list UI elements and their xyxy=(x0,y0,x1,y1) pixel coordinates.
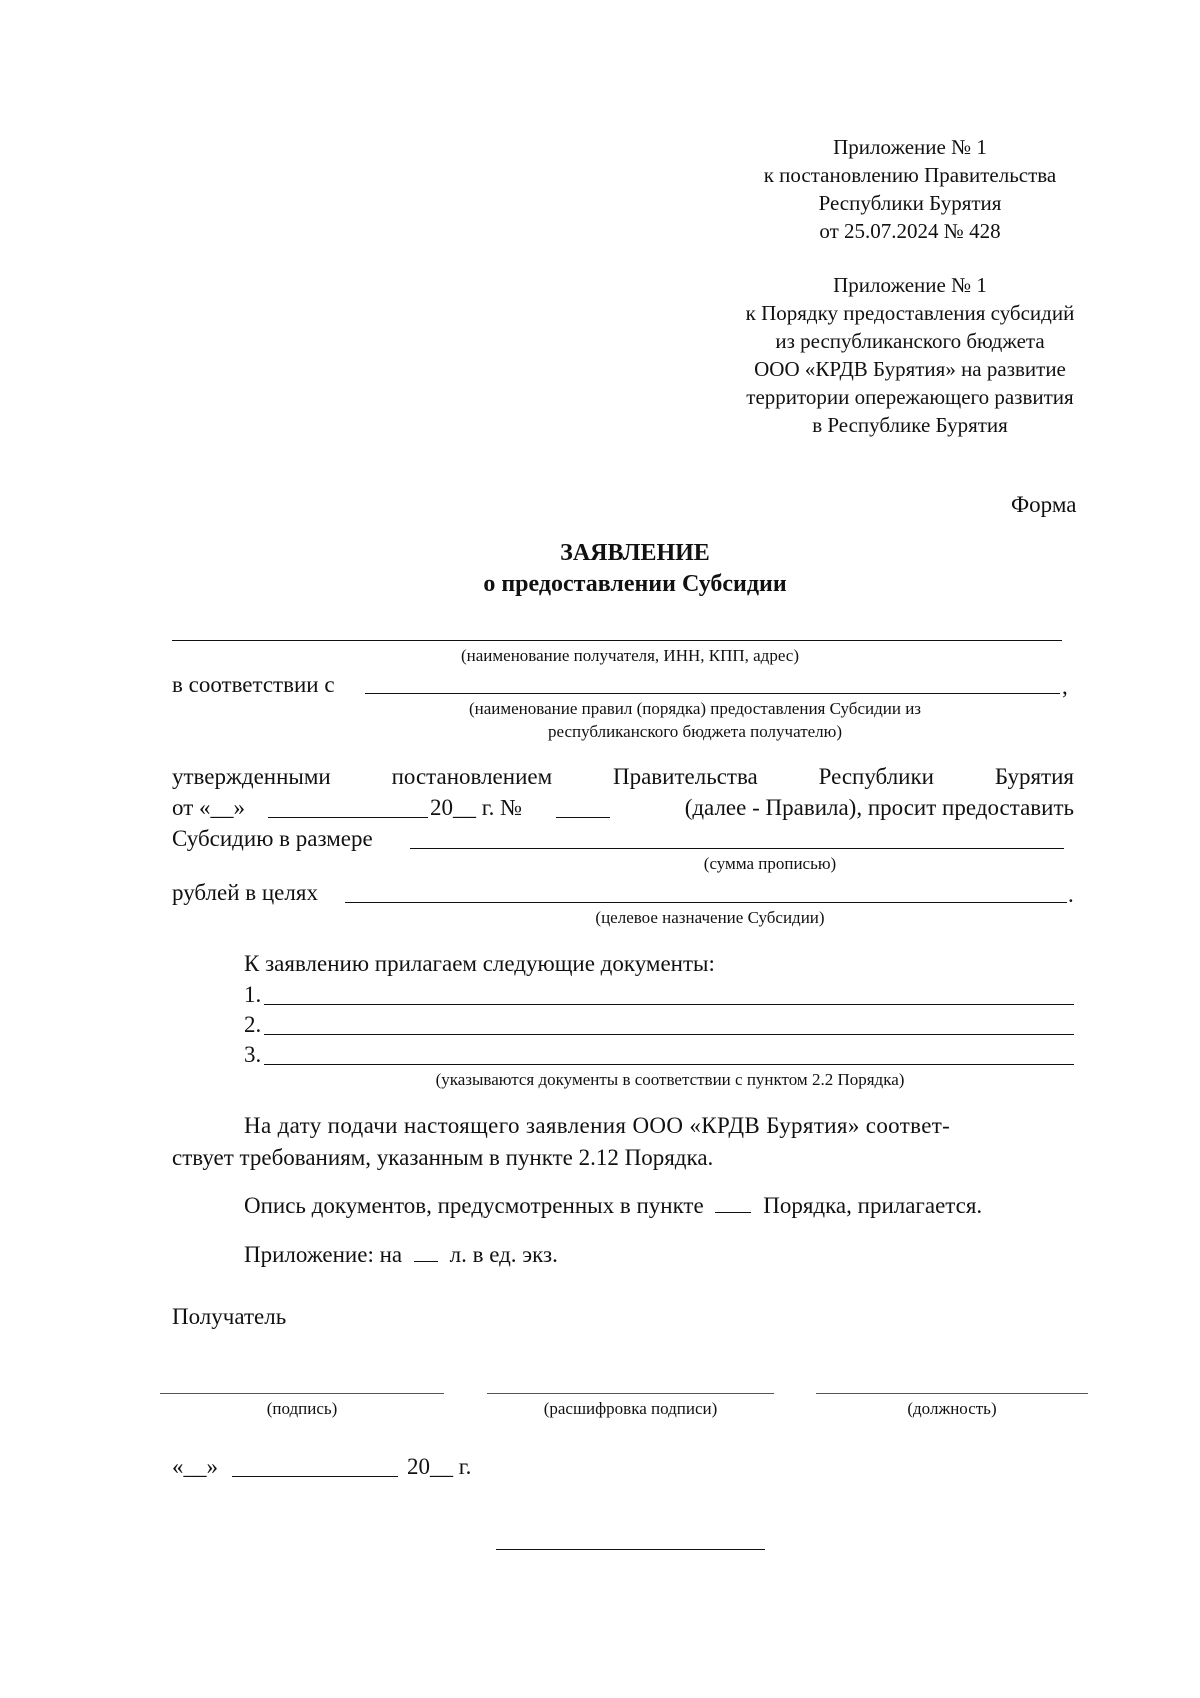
appendix2-line: к Порядку предоставления субсидий xyxy=(745,301,1075,325)
rubles-for-label: рублей в целях xyxy=(172,880,318,905)
appendix1-line: от 25.07.2024 № 428 xyxy=(819,219,1001,243)
inventory-line xyxy=(244,1191,982,1221)
recipient-label: Получатель xyxy=(172,1304,287,1329)
compliance-line-1 xyxy=(244,1111,1074,1141)
appendix1-line: Приложение № 1 xyxy=(833,135,987,159)
appendix-header-2 xyxy=(745,271,1075,439)
doc-item-line-3[interactable] xyxy=(264,1064,1074,1065)
recipient-name-line[interactable] xyxy=(172,640,1062,641)
appendix2-line: территории опережающего развития xyxy=(746,385,1074,409)
signature-caption: (подпись) xyxy=(266,1399,338,1418)
appendix1-line: к постановлению Правительства xyxy=(763,163,1057,187)
decree-number-line[interactable] xyxy=(556,817,610,818)
signature-decode-line[interactable] xyxy=(487,1393,774,1394)
doc-item-line-2[interactable] xyxy=(264,1034,1074,1035)
purpose-period: . xyxy=(1068,882,1074,907)
attachment-text-post: л. в ед. экз. xyxy=(449,1242,558,1267)
rules-caption-1: (наименование правил (порядка) предоставления Субсидии из xyxy=(468,699,922,718)
document-title: ЗАЯВЛЕНИЕ xyxy=(560,540,710,566)
approved-line xyxy=(172,762,1074,792)
appendix2-line: из республиканского бюджета xyxy=(775,329,1045,353)
approved-word: Правительства xyxy=(612,764,758,789)
inventory-text-pre: Опись документов, предусмотренных в пункте xyxy=(244,1193,704,1218)
signature-line[interactable] xyxy=(160,1393,444,1394)
appendix2-line: в Республике Бурятия xyxy=(812,413,1008,437)
appendix2-line: Приложение № 1 xyxy=(833,273,987,297)
attachment-pages-blank[interactable] xyxy=(414,1241,438,1262)
in-accordance-label: в соответствии с xyxy=(172,672,335,697)
subsidy-amount-label: Субсидию в размере xyxy=(172,826,373,851)
signature-decode-caption: (расшифровка подписи) xyxy=(543,1399,718,1418)
decree-date-prefix: от «__» xyxy=(172,795,245,820)
attach-intro: К заявлению прилагаем следующие документы: xyxy=(244,951,715,976)
compliance-text-2: ствует требованиям, указанным в пункте 2.12 Порядка. xyxy=(172,1145,714,1170)
closing-divider xyxy=(496,1549,765,1550)
appendix2-line: ООО «КРДВ Бурятия» на развитие xyxy=(754,357,1066,381)
inventory-text-post: Порядка, прилагается. xyxy=(763,1193,983,1218)
doc-item-number: 2. xyxy=(244,1012,262,1037)
approved-word: постановлением xyxy=(391,764,553,789)
position-line[interactable] xyxy=(816,1393,1088,1394)
approved-word: утвержденными xyxy=(172,764,331,789)
date-month-line[interactable] xyxy=(232,1476,398,1477)
approved-word: Республики xyxy=(818,764,934,789)
doc-item-number: 3. xyxy=(244,1042,262,1067)
rules-caption-2: республиканского бюджета получателю) xyxy=(547,722,843,741)
subsidy-amount-line[interactable] xyxy=(410,848,1064,849)
appendix1-line: Республики Бурятия xyxy=(818,191,1002,215)
subsidy-purpose-line[interactable] xyxy=(345,902,1067,903)
purpose-caption: (целевое назначение Субсидии) xyxy=(595,908,825,927)
position-caption: (должность) xyxy=(907,1399,997,1418)
approved-word: Бурятия xyxy=(994,764,1074,789)
recipient-caption: (наименование получателя, ИНН, КПП, адрес) xyxy=(460,646,800,665)
date-quote: «__» xyxy=(172,1454,218,1479)
rules-name-line[interactable] xyxy=(365,693,1060,694)
attachment-line xyxy=(244,1240,558,1270)
inventory-point-blank[interactable] xyxy=(715,1192,751,1213)
documents-caption: (указываются документы в соответствии с пунктом 2.2 Порядка) xyxy=(435,1070,905,1089)
appendix-header-1 xyxy=(745,133,1075,245)
compliance-text-1: На дату подачи настоящего заявления ООО «КРДВ Бурятия» соответ- xyxy=(244,1113,951,1138)
date-year: 20__ г. xyxy=(407,1454,472,1479)
attachment-text-pre: Приложение: на xyxy=(244,1242,403,1267)
decree-year-number: 20__ г. № xyxy=(430,795,523,820)
doc-item-line-1[interactable] xyxy=(264,1004,1074,1005)
decree-month-line[interactable] xyxy=(268,817,428,818)
amount-caption: (сумма прописью) xyxy=(703,854,837,873)
document-subtitle: о предоставлении Субсидии xyxy=(483,571,787,597)
form-label: Форма xyxy=(1011,492,1077,517)
doc-item-number: 1. xyxy=(244,982,262,1007)
decree-rest-text: (далее - Правила), просит предоставить xyxy=(684,795,1074,820)
rules-comma: , xyxy=(1062,674,1068,699)
